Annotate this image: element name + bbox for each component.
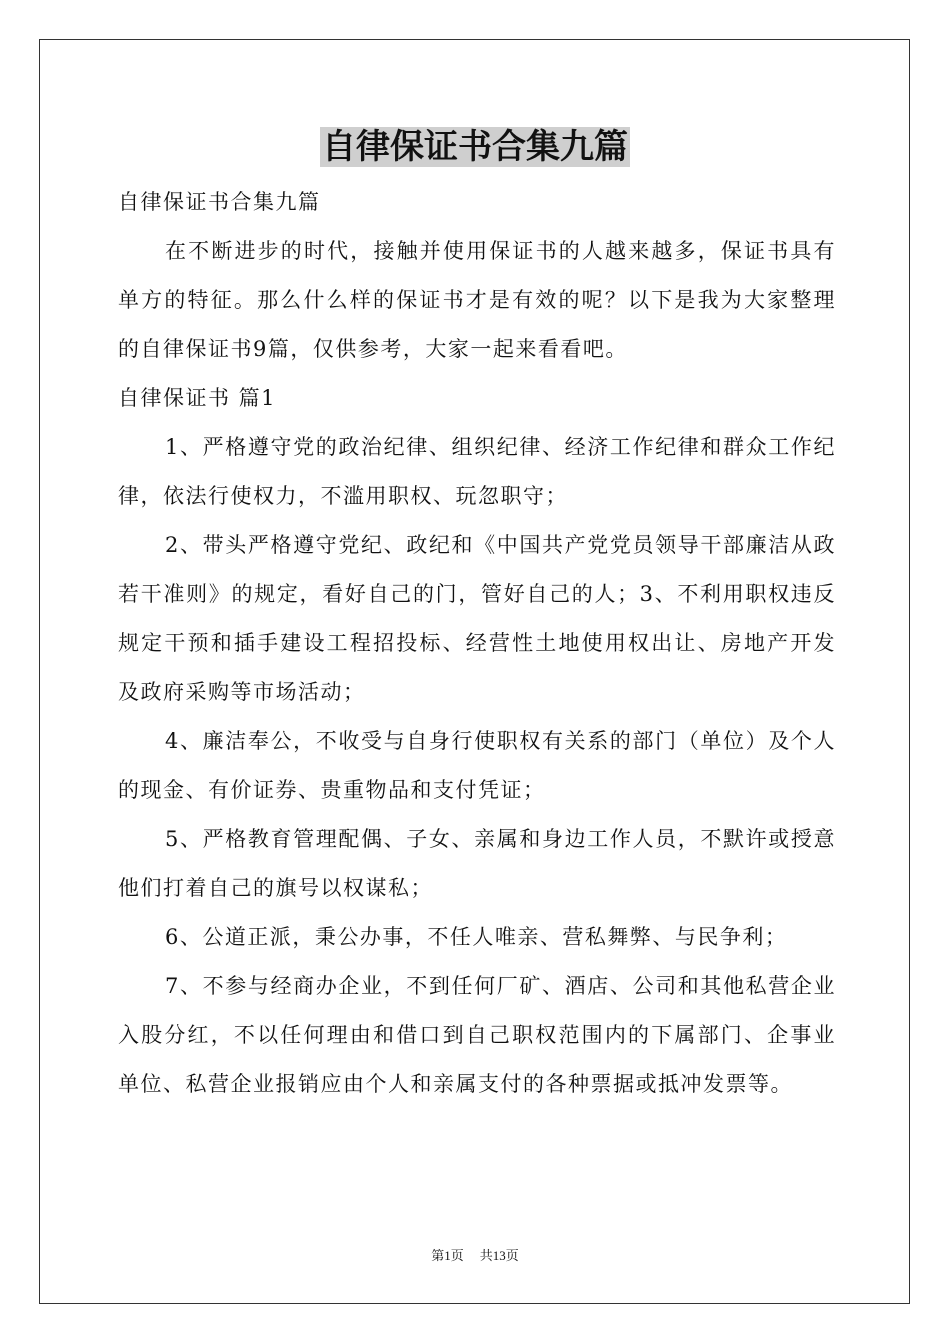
page-number: 第1页 [431, 1248, 464, 1263]
document-title [0, 124, 950, 170]
item-paragraph-1: 1、严格遵守党的政治纪律、组织纪律、经济工作纪律和群众工作纪律，依法行使权力，不滥用职权、玩忽职守； [118, 435, 836, 508]
section-heading: 自律保证书 篇1 [118, 386, 277, 410]
item-paragraph-6: 6、公道正派，秉公办事，不任人唯亲、营私舞弊、与民争利； [165, 925, 788, 949]
item-paragraph-5: 5、严格教育管理配偶、子女、亲属和身边工作人员，不默许或授意他们打着自己的旗号以权谋私； [118, 827, 836, 900]
item-paragraph-4: 4、廉洁奉公，不收受与自身行使职权有关系的部门（单位）及个人的现金、有价证券、贵重物品和支付凭证； [118, 729, 836, 802]
intro-paragraph: 在不断进步的时代，接触并使用保证书的人越来越多，保证书具有单方的特征。那么什么样的保证书才是有效的呢？以下是我为大家整理的自律保证书9篇，仅供参考，大家一起来看看吧。 [118, 239, 836, 361]
document-title-text: 自律保证书合集九篇 [322, 127, 628, 167]
page-footer [0, 1247, 950, 1265]
document-body [118, 178, 836, 1109]
document-subtitle: 自律保证书合集九篇 [118, 190, 321, 214]
item-paragraph-7: 7、不参与经商办企业，不到任何厂矿、酒店、公司和其他私营企业入股分红，不以任何理由和借口到自己职权范围内的下属部门、企事业单位、私营企业报销应由个人和亲属支付的各种票据或抵冲发票等。 [118, 974, 836, 1096]
item-paragraph-2: 2、带头严格遵守党纪、政纪和《中国共产党党员领导干部廉洁从政若干准则》的规定，看好自己的门，管好自己的人；3、不利用职权违反规定干预和插手建设工程招投标、经营性土地使用权出让、房地产开发及政府采购等市场活动； [118, 533, 836, 704]
page-total: 共13页 [479, 1248, 519, 1263]
